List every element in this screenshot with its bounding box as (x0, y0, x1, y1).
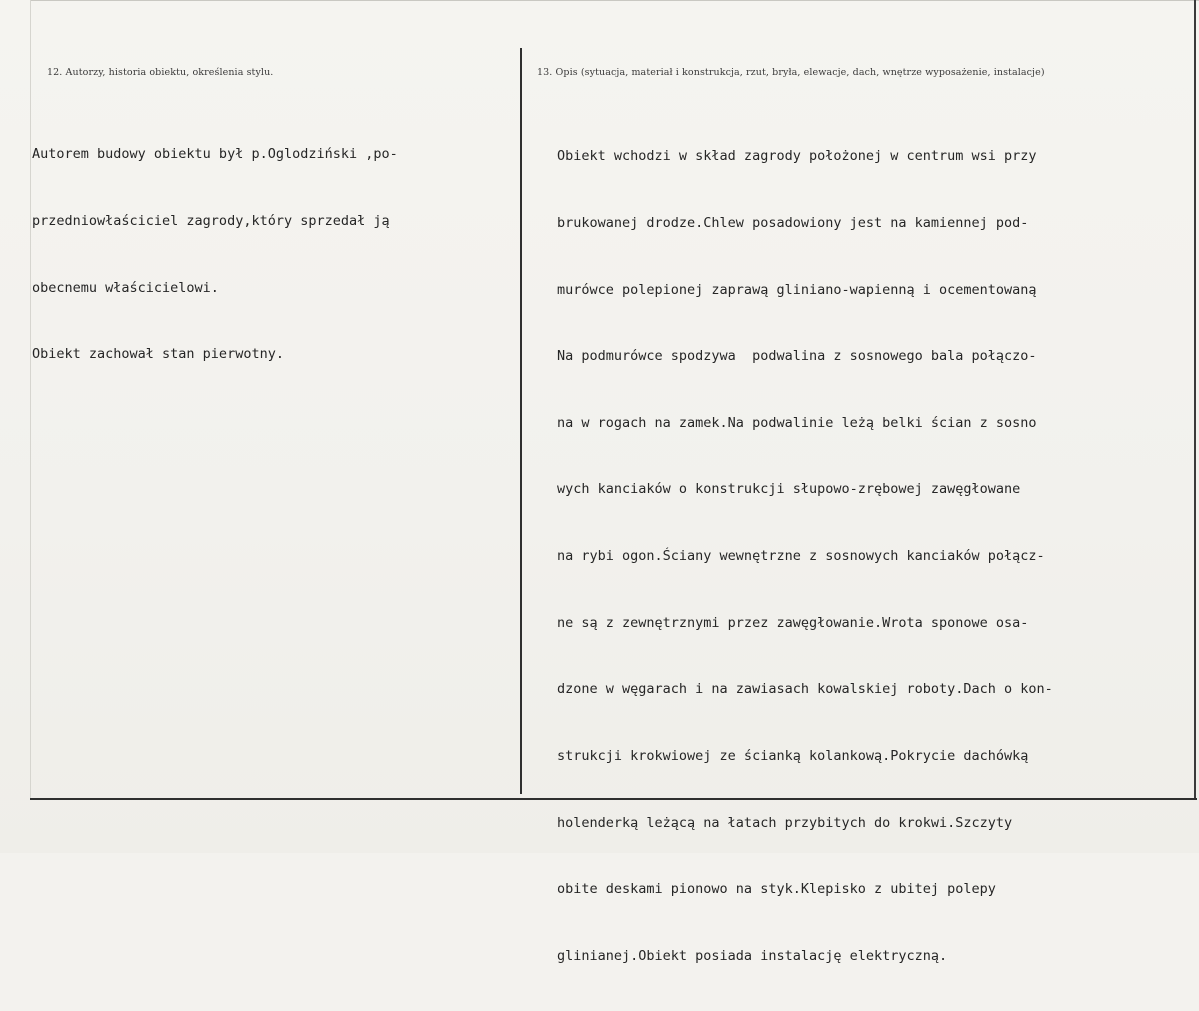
text-line: na rybi ogon.Ściany wewnętrzne z sosnowych kanciaków połącz- (557, 548, 1045, 565)
text-line: glinianej.Obiekt posiada instalację elektryczną. (557, 947, 948, 964)
card-left-edge (30, 0, 31, 800)
section-13-text (557, 101, 1053, 1011)
text-line: Na podmurówce spodzywa podwalina z sosnowego bala połączo- (557, 348, 1037, 365)
text-line: strukcji krokwiowej ze ścianką kolankową.Pokrycie dachówką (557, 747, 1029, 764)
text-line: na w rogach na zamek.Na podwalinie leżą belki ścian z sosno (557, 414, 1037, 431)
text-line: Obiekt zachował stan pierwotny. (32, 346, 284, 363)
text-line: przedniowłaściciel zagrody,który sprzedał ją (32, 213, 390, 230)
text-line: holenderką leżącą na łatach przybitych do krokwi.Szczyty (557, 814, 1013, 831)
text-line: Obiekt wchodzi w skład zagrody położonej w centrum wsi przy (557, 148, 1037, 165)
section-12-text (32, 99, 398, 410)
text-line: obite deskami pionowo na styk.Klepisko z ubitej polepy (557, 881, 996, 898)
column-divider (520, 48, 522, 794)
text-line: murówce polepionej zaprawą gliniano-wapienną i ocementowaną (557, 281, 1037, 298)
text-line: dzone w węgarach i na zawiasach kowalskiej roboty.Dach o kon- (557, 681, 1053, 698)
card-top-edge (30, 0, 1199, 1)
text-line: wych kanciaków o konstrukcji słupowo-zrębowej zawęgłowane (557, 481, 1021, 498)
text-line: obecnemu właścicielowi. (32, 279, 219, 296)
text-line: Autorem budowy obiektu był p.Oglodziński ,po- (32, 146, 398, 163)
text-line: ne są z zewnętrznymi przez zawęgłowanie.Wrota sponowe osa- (557, 614, 1029, 631)
text-line: brukowanej drodze.Chlew posadowiony jest na kamiennej pod- (557, 215, 1029, 232)
card-right-edge (1194, 0, 1196, 800)
section-13-header: 13. Opis (sytuacja, materiał i konstrukcja, rzut, bryła, elewacje, dach, wnętrze wyposażenie, instalacje) (537, 67, 1045, 78)
section-12-header: 12. Autorzy, historia obiektu, określenia stylu. (47, 67, 274, 78)
